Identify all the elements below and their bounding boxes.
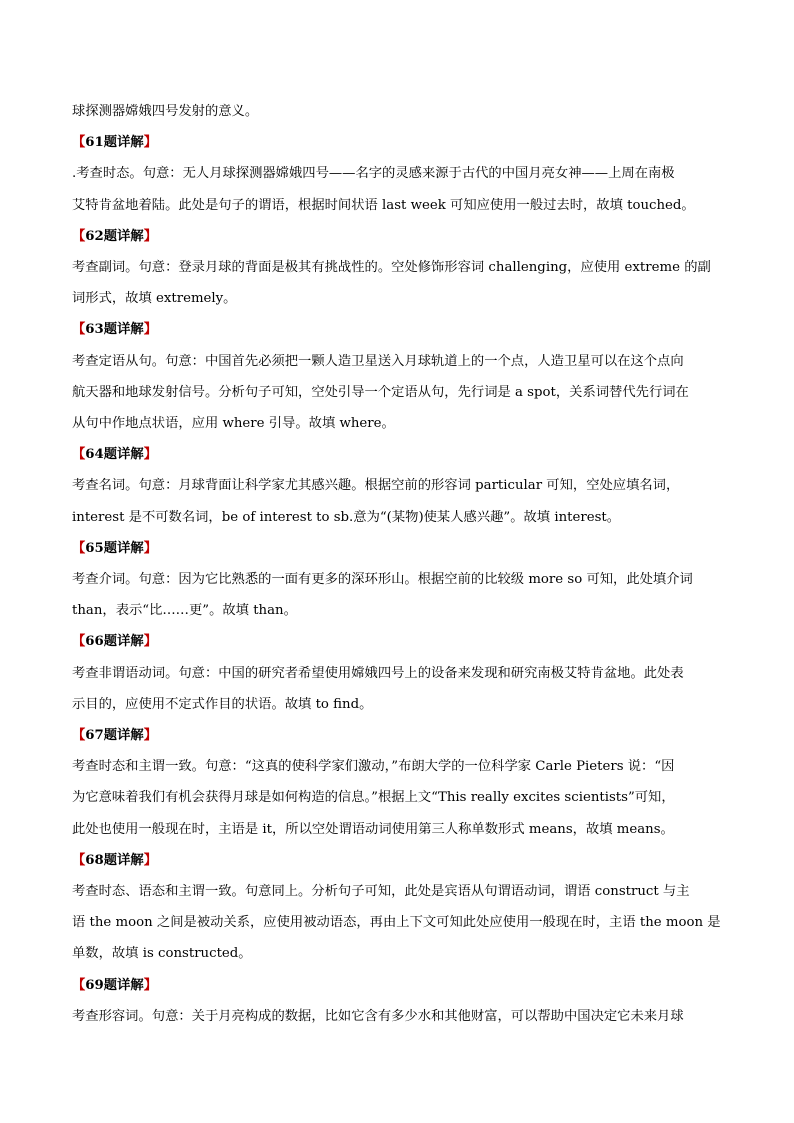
body-text-line: 航天器和地球发射信号。分析句子可知，空处引导一个定语从句，先行词是 a spot，关系词替代先行词在 xyxy=(72,384,689,400)
heading-open-bracket: 【 xyxy=(72,322,86,338)
document-page xyxy=(72,96,722,1032)
heading-close-bracket: 】 xyxy=(143,447,157,463)
body-text-line: 此处也使用一般现在时，主语是 it，所以空处谓语动词使用第三人称单数形式 means，故填 means。 xyxy=(72,821,674,837)
body-text-line: 考查介词。句意：因为它比熟悉的一面有更多的深环形山。根据空前的比较级 more so 可知，此处填介词 xyxy=(72,572,693,588)
heading-close-bracket: 】 xyxy=(143,228,157,244)
body-text-line: 艾特肯盆地着陆。此处是句子的谓语，根据时间状语 last week 可知应使用一般过去时，故填 touched。 xyxy=(72,197,695,213)
heading-close-bracket: 】 xyxy=(143,135,157,151)
heading-close-bracket: 】 xyxy=(143,540,157,556)
heading-close-bracket: 】 xyxy=(143,322,157,338)
heading-label: 65题详解 xyxy=(85,540,144,556)
heading-open-bracket: 【 xyxy=(72,977,86,993)
body-text-line: 考查副词。句意：登录月球的背面是极其有挑战性的。空处修饰形容词 challenging，应使用 extreme 的副 xyxy=(72,260,711,276)
heading-open-bracket: 【 xyxy=(72,540,86,556)
heading-label: 62题详解 xyxy=(85,228,144,244)
heading-label: 66题详解 xyxy=(85,634,144,650)
section-heading xyxy=(72,720,722,751)
body-text-line: 语 the moon 之间是被动关系，应使用被动语态，再由上下文可知此处应使用一般现在时，主语 the moon 是 xyxy=(72,915,721,931)
body-text-line: 词形式，故填 extremely。 xyxy=(72,291,237,307)
section-heading xyxy=(72,970,722,1001)
heading-label: 69题详解 xyxy=(85,977,144,993)
heading-label: 67题详解 xyxy=(85,728,144,744)
section-heading xyxy=(72,127,722,158)
body-text-line: .考查时态。句意：无人月球探测器嫦娥四号——名字的灵感来源于古代的中国月亮女神——上周在南极 xyxy=(72,166,675,182)
body-text-line: 为它意味着我们有机会获得月球是如何构造的信息。”根据上文“This really excites scientists”可知， xyxy=(72,790,675,806)
section-heading xyxy=(72,314,722,345)
heading-label: 61题详解 xyxy=(85,135,144,151)
section-heading xyxy=(72,221,722,252)
body-text-line: 考查时态、语态和主谓一致。句意同上。分析句子可知，此处是宾语从句谓语动词，谓语 construct 与主 xyxy=(72,884,690,900)
heading-label: 64题详解 xyxy=(85,447,144,463)
heading-open-bracket: 【 xyxy=(72,447,86,463)
body-text-line: 单数，故填 is constructed。 xyxy=(72,946,252,962)
heading-open-bracket: 【 xyxy=(72,135,86,151)
heading-open-bracket: 【 xyxy=(72,228,86,244)
body-text-line: 考查非谓语动词。句意：中国的研究者希望使用嫦娥四号上的设备来发现和研究南极艾特肯盆地。此处表 xyxy=(72,665,684,681)
heading-open-bracket: 【 xyxy=(72,852,86,868)
heading-label: 63题详解 xyxy=(85,322,144,338)
heading-open-bracket: 【 xyxy=(72,634,86,650)
body-text-line: interest 是不可数名词，be of interest to sb.意为“(某物)使某人感兴趣”。故填 interest。 xyxy=(72,509,621,525)
section-heading xyxy=(72,845,722,876)
heading-close-bracket: 】 xyxy=(143,634,157,650)
heading-close-bracket: 】 xyxy=(143,728,157,744)
body-text-line: 考查形容词。句意：关于月亮构成的数据，比如它含有多少水和其他财富，可以帮助中国决定它未来月球 xyxy=(72,1008,684,1024)
body-text-line: 考查名词。句意：月球背面让科学家尤其感兴趣。根据空前的形容词 particular 可知，空处应填名词， xyxy=(72,478,680,494)
body-text-line: 考查时态和主谓一致。句意：“这真的使科学家们激动，”布朗大学的一位科学家 Carle Pieters 说：“因 xyxy=(72,759,675,775)
body-text-line: than，表示“比……更”。故填 than。 xyxy=(72,603,297,619)
body-text-line: 示目的，应使用不定式作目的状语。故填 to find。 xyxy=(72,696,373,712)
heading-label: 68题详解 xyxy=(85,852,144,868)
heading-open-bracket: 【 xyxy=(72,728,86,744)
body-text-line: 从句中作地点状语，应用 where 引导。故填 where。 xyxy=(72,416,395,432)
body-text-line: 考查定语从句。句意：中国首先必须把一颗人造卫星送入月球轨道上的一个点，人造卫星可以在这个点向 xyxy=(72,353,684,369)
body-text-line: 球探测器嫦娥四号发射的意义。 xyxy=(72,104,259,119)
heading-close-bracket: 】 xyxy=(143,977,157,993)
section-heading xyxy=(72,439,722,470)
section-heading xyxy=(72,626,722,657)
section-heading xyxy=(72,533,722,564)
heading-close-bracket: 】 xyxy=(143,852,157,868)
